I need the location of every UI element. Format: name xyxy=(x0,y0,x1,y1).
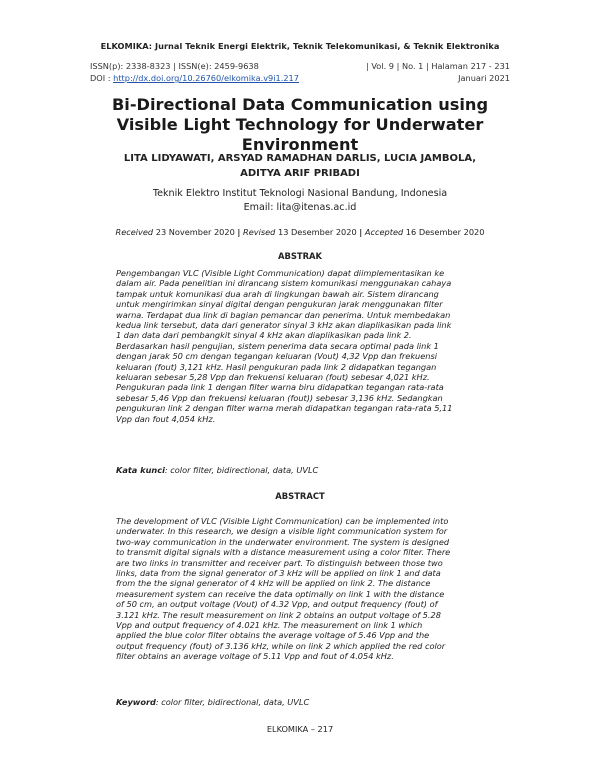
volume-info: | Vol. 9 | No. 1 | Halaman 217 - 231 xyxy=(365,61,510,71)
abstrak-line: keluaran sebesar 5,28 Vpp dan frekuensi keluaran (fout) sebesar 4,021 kHz. xyxy=(116,372,430,383)
submission-dates xyxy=(90,227,510,237)
abstrak-line: pengukuran link 2 dengan filter warna merah didapatkan tegangan rata-rata 5,11 xyxy=(116,403,453,414)
abstract-line: are two links in transmitter and receiver part. To distinguish between those two xyxy=(116,557,443,568)
accepted-date: 16 Desember 2020 xyxy=(405,227,485,237)
received-date: 23 November 2020 xyxy=(155,227,235,237)
abstract-line: Vpp and output frequency of 4.021 kHz. The measurement on link 1 which xyxy=(116,620,423,631)
revised-date: 13 Desember 2020 xyxy=(277,227,357,237)
issn-line: ISSN(p): 2338-8323 | ISSN(e): 2459-9638 xyxy=(90,61,259,71)
abstract-line: of 50 cm, an output voltage (Vout) of 4.32 Vpp, and output frequency (fout) of xyxy=(116,599,438,610)
abstrak-line: 1 dan data dari pembangkit sinyal 4 kHz akan diaplikasikan pada link 2. xyxy=(116,330,412,341)
date-separator: | xyxy=(359,227,363,237)
abstrak-line: tampak untuk komunikasi dua arah di lingkungan bawah air. Sistem dirancang xyxy=(116,288,439,299)
abstrak-line: dalam air. Pada penelitian ini dirancang sistem komunikasi menggunakan cahaya xyxy=(116,278,452,289)
date-separator: | xyxy=(237,227,241,237)
affiliation-block xyxy=(90,187,510,215)
journal-header: ELKOMIKA: Jurnal Teknik Energi Elektrik, Teknik Telekomunikasi, & Teknik Elektronika xyxy=(100,41,500,51)
abstract-line: The development of VLC (Visible Light Communication) can be implemented into xyxy=(116,516,449,526)
abstract-line: underwater. In this research, we design a visible light communication system for xyxy=(116,526,448,537)
abstrak-heading: ABSTRAK xyxy=(277,251,323,261)
abstract-line: from the the signal generator of 4 kHz will be applied on link 2. The distance xyxy=(116,578,431,589)
abstrak-line: warna. Terdapat dua link di bagian pemancar dan penerima. Untuk membedakan xyxy=(116,309,451,320)
abstract-line: two-way communication in the underwater environment. The system is designed xyxy=(116,536,450,547)
abstract-line: to transmit digital signals with a distance measurement using a color filter. There xyxy=(116,547,451,558)
abstrak-line: dengan jarak 50 cm dengan tegangan keluaran (Vout) 4,32 Vpp dan frekuensi xyxy=(116,351,438,362)
abstrak-line: Vpp dan fout 4,054 kHz. xyxy=(116,413,216,424)
authors-line-1: LITA LIDYAWATI, ARSYAD RAMADHAN DARLIS, LUCIA JAMBOLA, xyxy=(123,153,477,164)
kata-kunci-text: : color filter, bidirectional, data, UVLC xyxy=(164,465,319,475)
abstract-line: output frequency (fout) of 3.136 kHz, while on link 2 which applied the red color xyxy=(116,640,446,651)
doi-link[interactable]: http://dx.doi.org/10.26760/elkomika.v9i1.217 xyxy=(113,73,299,83)
authors-line-2: ADITYA ARIF PRIBADI xyxy=(240,168,360,179)
abstract-line: applied the blue color filter obtains the average voltage of 5.46 Vpp and the xyxy=(116,630,430,641)
affiliation: Teknik Elektro Institut Teknologi Nasional Bandung, Indonesia xyxy=(152,188,448,199)
keyword-text: : color filter, bidirectional, data, UVLC xyxy=(155,697,310,707)
abstract-body xyxy=(116,516,484,662)
page-footer: ELKOMIKA – 217 xyxy=(266,724,334,734)
abstrak-line: Pengukuran pada link 1 dengan filter warna biru didapatkan tegangan rata-rata xyxy=(116,382,444,393)
abstrak-body xyxy=(116,268,484,424)
abstract-line: 3.121 kHz. The result measurement on link 2 obtains an output voltage of 5.28 xyxy=(116,609,441,620)
abstrak-line: untuk mengirimkan sinyal digital dengan pengukuran jarak menggunakan filter xyxy=(116,299,443,310)
authors xyxy=(100,151,500,181)
kata-kunci xyxy=(116,465,484,475)
issue-date: Januari 2021 xyxy=(458,73,510,83)
abstrak-line: keluaran (fout) 3,121 kHz. Hasil pengukuran pada link 2 didapatkan tegangan xyxy=(116,361,437,372)
keyword xyxy=(116,697,484,707)
accepted-label: Accepted xyxy=(364,227,404,237)
revised-label: Revised xyxy=(243,227,276,237)
doi-label: DOI : xyxy=(90,73,111,83)
email: Email: lita@itenas.ac.id xyxy=(243,202,357,213)
abstract-line: filter obtains an average voltage of 5.11 Vpp and fout of 4.054 kHz. xyxy=(116,651,394,662)
received-label: Received xyxy=(115,227,154,237)
doi-line xyxy=(90,73,299,83)
keyword-label: Keyword xyxy=(116,697,156,707)
abstract-line: measurement system can receive the data optimally on link 1 with the distance xyxy=(116,588,445,599)
kata-kunci-label: Kata kunci xyxy=(116,465,165,475)
abstrak-line: Pengembangan VLC (Visible Light Communication) dapat diimplementasikan ke xyxy=(116,268,445,278)
abstrak-line: sebesar 5,46 Vpp dan frekuensi keluaran (fout)) sebesar 3,136 kHz. Sedangkan xyxy=(116,392,443,403)
abstract-heading: ABSTRACT xyxy=(275,491,325,501)
abstrak-line: kedua link tersebut, data dari generator sinyal 3 kHz akan diaplikasikan pada link xyxy=(116,320,452,331)
abstract-line: links, data from the signal generator of 3 kHz will be applied on link 1 and data xyxy=(116,568,441,579)
abstrak-line: Berdasarkan hasil pengujian, sistem penerima data secara optimal pada link 1 xyxy=(116,340,439,351)
paper-title: Bi-Directional Data Communication using Visible Light Technology for Underwater Environment xyxy=(111,95,489,154)
